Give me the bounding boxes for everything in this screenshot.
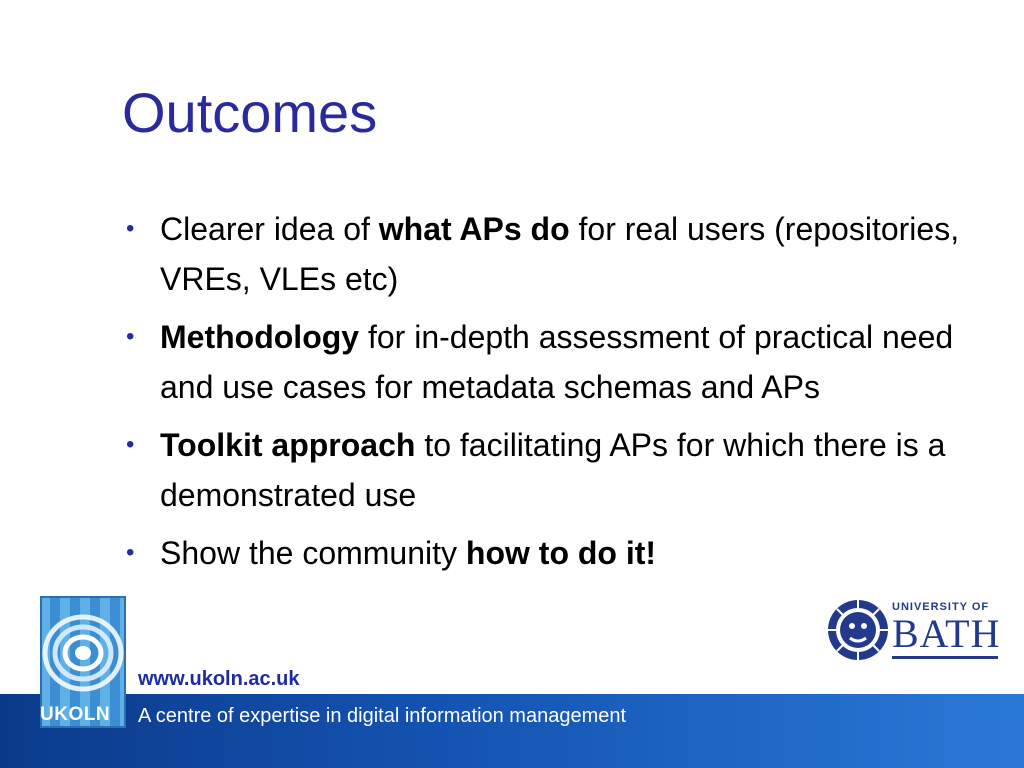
bullet-text: Clearer idea of <box>160 211 379 247</box>
bullet-emphasis-text: Toolkit approach <box>160 427 416 463</box>
bullet-item <box>126 204 1006 304</box>
bath-sun-crest-icon <box>826 598 890 662</box>
bullet-item <box>126 312 1006 412</box>
bath-university-of-label: UNIVERSITY OF <box>892 601 990 613</box>
university-of-bath-logo <box>826 598 1002 664</box>
bullet-dot-icon: • <box>126 215 135 242</box>
bullet-emphasis-text: how to do it! <box>465 535 657 571</box>
bullet-dot-icon: • <box>126 431 135 458</box>
bath-underline <box>892 656 998 659</box>
bullet-dot-icon: • <box>126 323 135 350</box>
bullet-emphasis-text: Methodology <box>160 319 360 355</box>
ukoln-label: UKOLN <box>40 704 111 725</box>
bullet-text: to facilitating APs for which there is a demonstrated use <box>160 427 946 513</box>
footer-tagline: A centre of expertise in digital information management <box>138 705 627 727</box>
bullet-text: for real users (repositories, VREs, VLEs etc) <box>160 211 960 297</box>
bullet-text: for in-depth assessment of practical need and use cases for metadata schemas and APs <box>160 319 954 405</box>
footer-url-link[interactable]: www.ukoln.ac.uk <box>138 668 300 690</box>
bullet-item <box>126 528 1006 578</box>
bullet-text: Show the community <box>160 535 466 571</box>
slide-title: Outcomes <box>122 81 378 144</box>
ukoln-swirl-icon <box>40 608 126 698</box>
bullet-dot-icon: • <box>126 539 135 566</box>
bullet-item <box>126 420 1006 520</box>
bullet-emphasis-text: what APs do <box>378 211 570 247</box>
bullet-list <box>126 204 1006 586</box>
bath-name-label: BATH <box>892 611 1001 656</box>
